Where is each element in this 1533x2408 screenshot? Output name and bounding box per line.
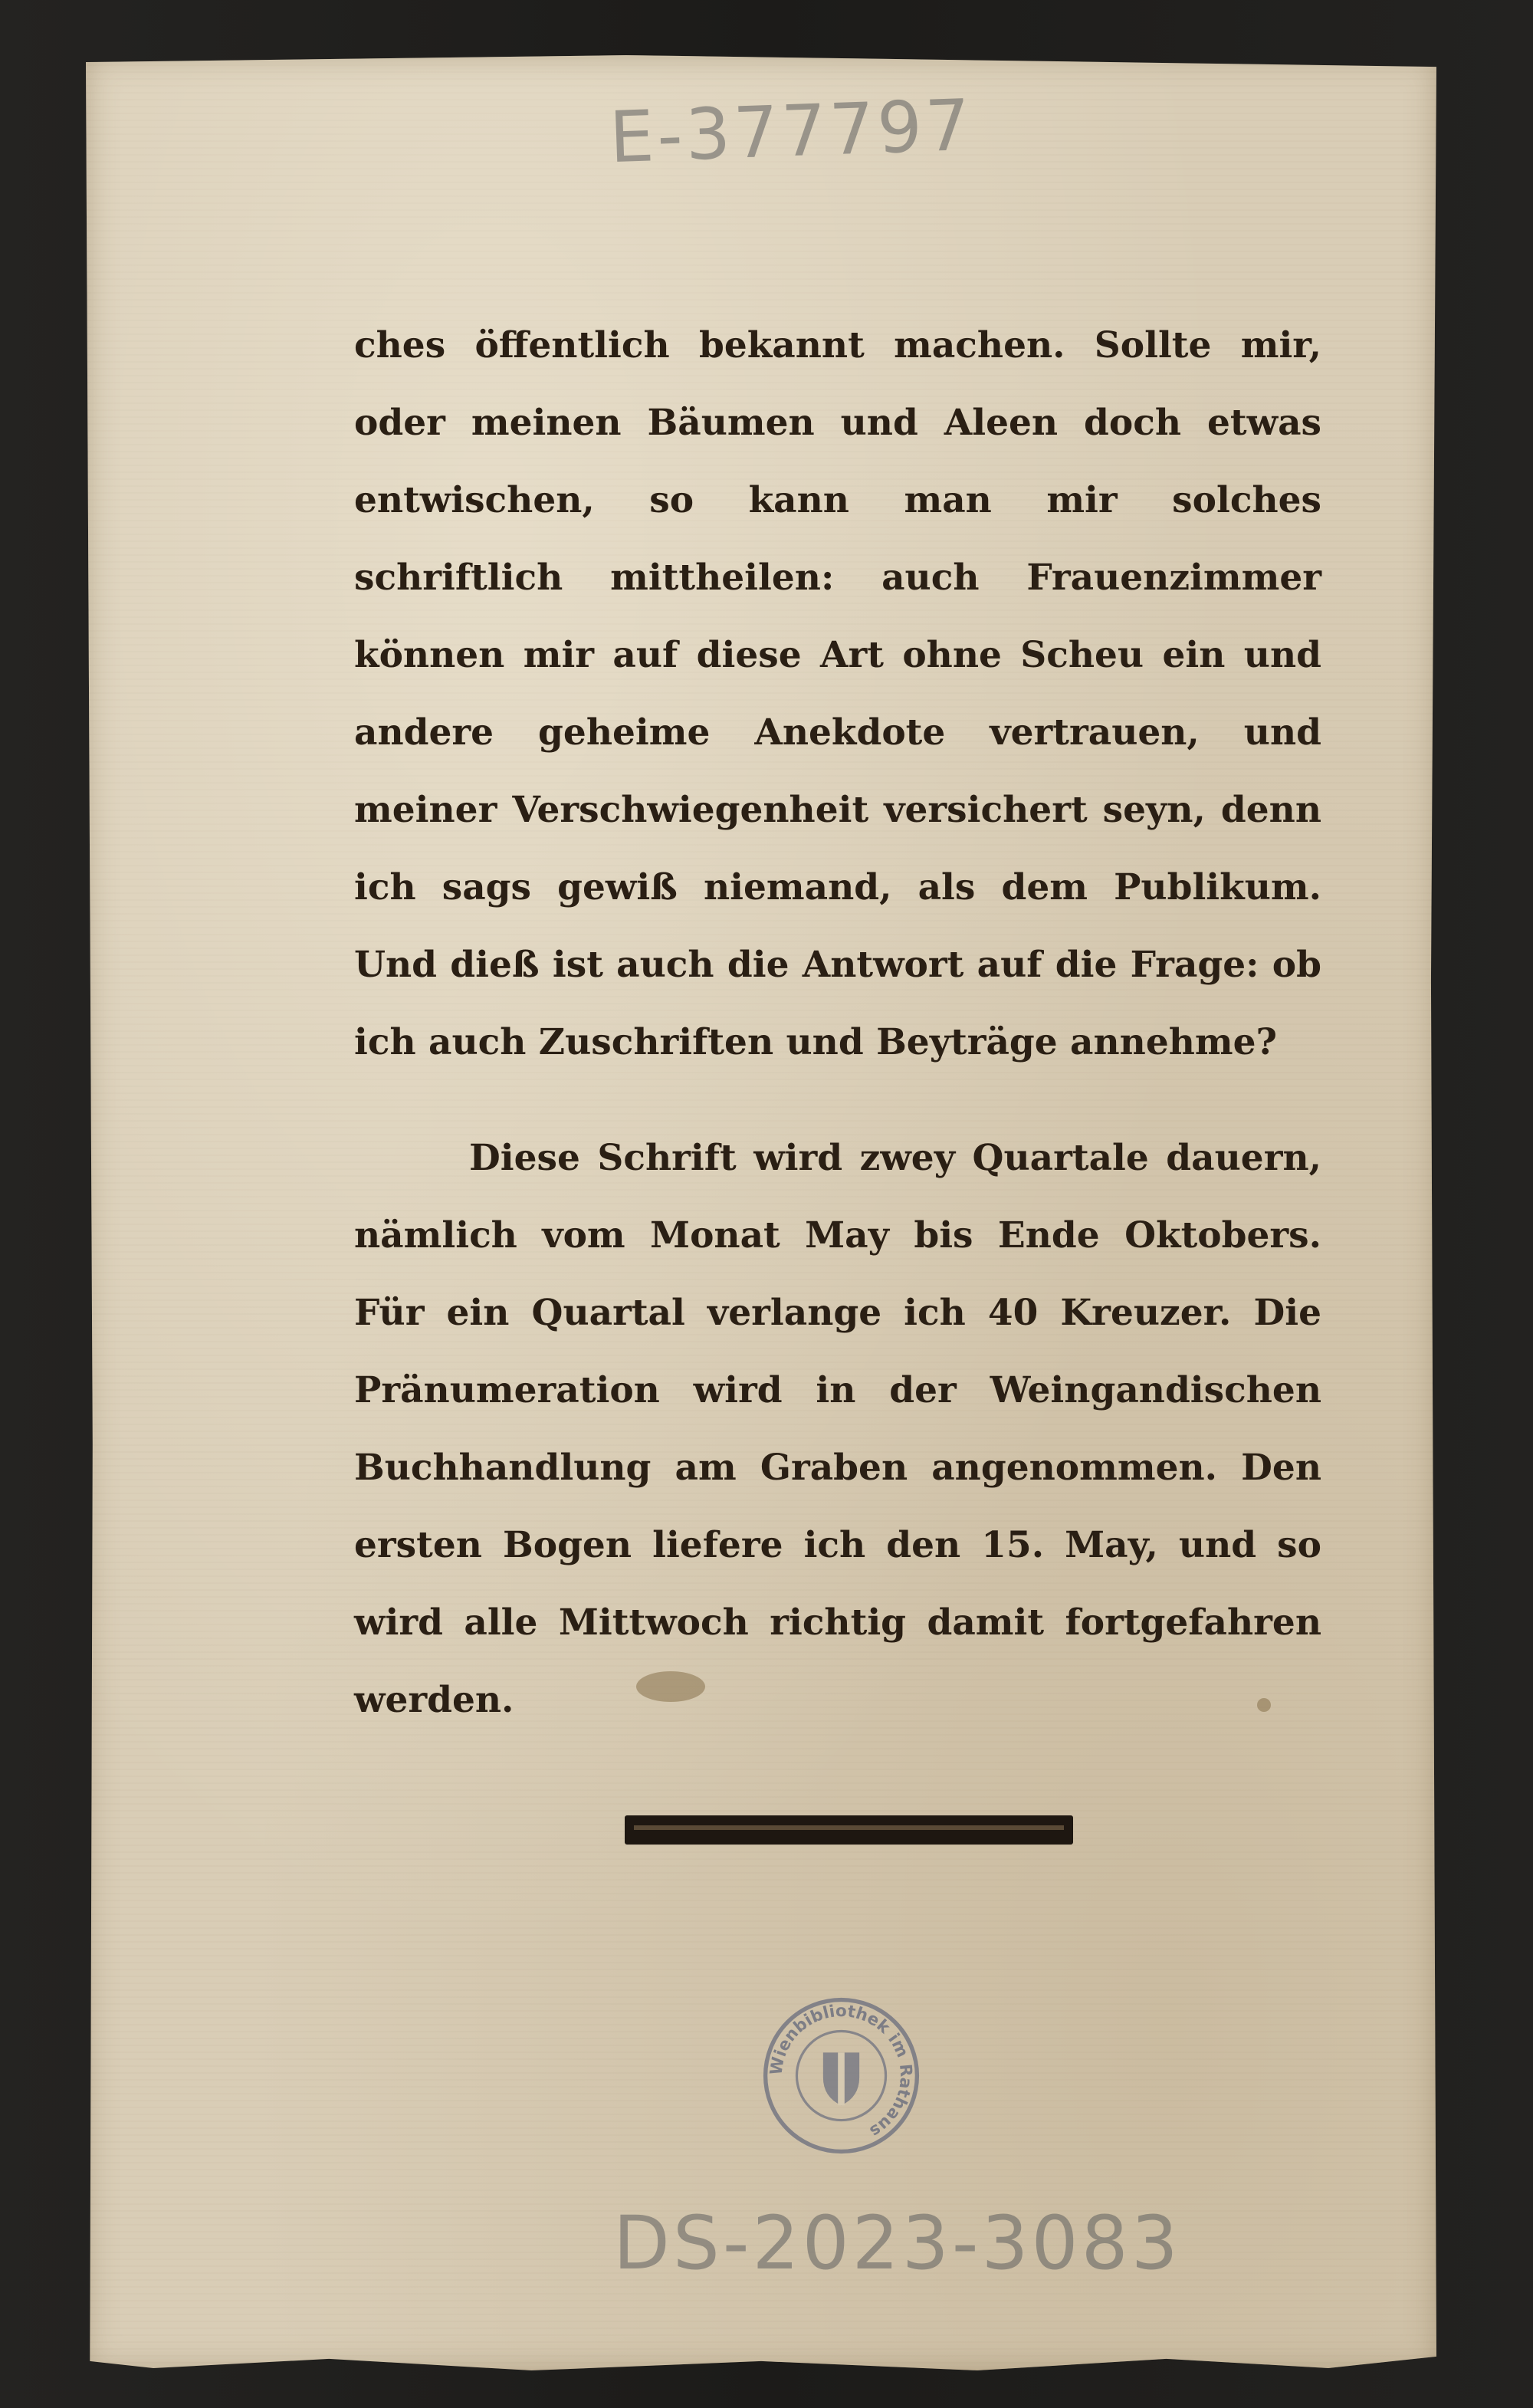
- shelfmark-top: E-377797: [608, 84, 975, 179]
- main-text: [354, 307, 1321, 1739]
- library-stamp: [759, 1993, 924, 2158]
- coat-of-arms-icon: [823, 2052, 859, 2105]
- paragraph-1: ches öffentlich bekannt machen. Sollte mir, oder meinen Bäumen und Aleen doch etwas entwischen, so kann man mir solches schriftlich mittheilen: auch Frauenzimmer können mir auf diese Art ohne Scheu ein und andere geheime Anekdote vertrauen, und meiner Verschwiegenheit versichert seyn, denn ich sags gewiß niemand, als dem Publikum. Und dieß ist auch die Antwort auf die Frage: ob ich auch Zuschriften und Beyträge annehme?: [354, 324, 1321, 1063]
- paragraph-2: Diese Schrift wird zwey Quartale dauern, nämlich vom Monat May bis Ende Oktobers. Für ein Quartal verlange ich 40 Kreuzer. Die Pränumeration wird in der Weingandischen Buchhandlung am Graben angenommen. Den ersten Bogen liefere ich den 15. May, und so wird alle Mittwoch richtig damit fortgefahren werden.: [354, 1137, 1321, 1721]
- ornamental-rule: [625, 1815, 1073, 1845]
- stamp-text: Wienbibliothek im Rathaus: [766, 2002, 916, 2141]
- ink-blot: [1257, 1698, 1271, 1712]
- rule-highlight: [634, 1825, 1064, 1830]
- shelfmark-bottom: DS-2023-3083: [613, 2200, 1181, 2286]
- ink-blot: [636, 1671, 705, 1702]
